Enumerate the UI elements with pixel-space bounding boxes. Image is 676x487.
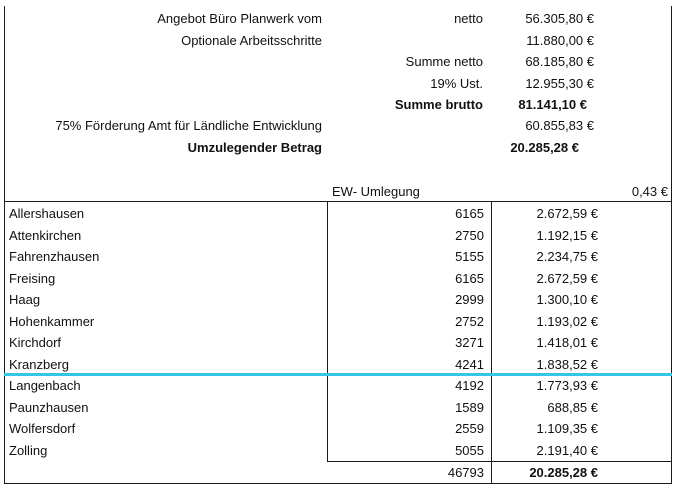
foerderung-label: 75% Förderung Amt für Ländliche Entwicklung [55, 118, 322, 133]
frame-right-border [671, 6, 672, 484]
row-amount: 2.234,75 € [536, 249, 598, 264]
foerderung-value: 60.855,83 € [525, 118, 594, 133]
row-ew-count: 4192 [455, 378, 484, 393]
row-ew-count: 3271 [455, 335, 484, 350]
row-municipality-name: Kranzberg [9, 357, 69, 372]
row-ew-count: 5155 [455, 249, 484, 264]
angebot-unit: netto [454, 11, 483, 26]
frame-left-border [4, 6, 5, 484]
row-municipality-name: Langenbach [9, 378, 81, 393]
summe-netto-label: Summe netto [405, 54, 483, 69]
angebot-value: 56.305,80 € [525, 11, 594, 26]
row-amount: 688,85 € [547, 400, 598, 415]
row-ew-count: 1589 [455, 400, 484, 415]
total-ew: 46793 [447, 465, 484, 480]
row-ew-count: 2999 [455, 292, 484, 307]
row-municipality-name: Freising [9, 271, 56, 286]
row-ew-count: 5055 [455, 443, 484, 458]
ust-value: 12.955,30 € [525, 76, 594, 91]
summe-brutto-value: 81.141,10 € [518, 97, 587, 112]
row-municipality-name: Allershausen [9, 206, 85, 221]
row-amount: 1.192,15 € [536, 228, 598, 243]
row-ew-count: 2752 [455, 314, 484, 329]
umlegung-header-separator [4, 201, 672, 202]
row-amount: 1.109,35 € [536, 421, 598, 436]
row-municipality-name: Attenkirchen [9, 228, 82, 243]
row-amount: 1.418,01 € [536, 335, 598, 350]
row-municipality-name: Wolfersdorf [9, 421, 76, 436]
row-ew-count: 6165 [455, 271, 484, 286]
ust-label: 19% Ust. [430, 76, 483, 91]
row-municipality-name: Zolling [9, 443, 48, 458]
row-municipality-name: Fahrenzhausen [9, 249, 100, 264]
row-ew-count: 2750 [455, 228, 484, 243]
row-amount: 2.672,59 € [536, 271, 598, 286]
row-amount: 1.838,52 € [536, 357, 598, 372]
row-ew-count: 2559 [455, 421, 484, 436]
highlight-line [4, 373, 672, 376]
ew-umlegung-header: EW- Umlegung [332, 184, 420, 199]
row-ew-count: 4241 [455, 357, 484, 372]
optional-value: 11.880,00 € [526, 33, 594, 48]
row-amount: 1.193,02 € [536, 314, 598, 329]
summe-brutto-label: Summe brutto [394, 97, 483, 112]
umzulegen-label: Umzulegender Betrag [187, 140, 322, 155]
ew-rate: 0,43 € [631, 184, 668, 199]
row-amount: 2.672,59 € [536, 206, 598, 221]
ew-column-divider [491, 201, 492, 483]
row-municipality-name: Hohenkammer [9, 314, 95, 329]
frame-bottom-border [4, 483, 672, 484]
angebot-label: Angebot Büro Planwerk vom [157, 11, 322, 26]
row-municipality-name: Paunzhausen [9, 400, 89, 415]
row-municipality-name: Kirchdorf [9, 335, 62, 350]
row-amount: 2.191,40 € [536, 443, 598, 458]
summe-netto-value: 68.185,80 € [525, 54, 594, 69]
row-amount: 1.300,10 € [536, 292, 598, 307]
row-ew-count: 6165 [455, 206, 484, 221]
row-municipality-name: Haag [9, 292, 41, 307]
optional-label: Optionale Arbeitsschritte [181, 33, 322, 48]
row-amount: 1.773,93 € [536, 378, 598, 393]
total-separator [327, 461, 672, 462]
name-column-divider [327, 201, 328, 461]
total-amount: 20.285,28 € [529, 465, 598, 480]
umzulegen-value: 20.285,28 € [510, 140, 579, 155]
